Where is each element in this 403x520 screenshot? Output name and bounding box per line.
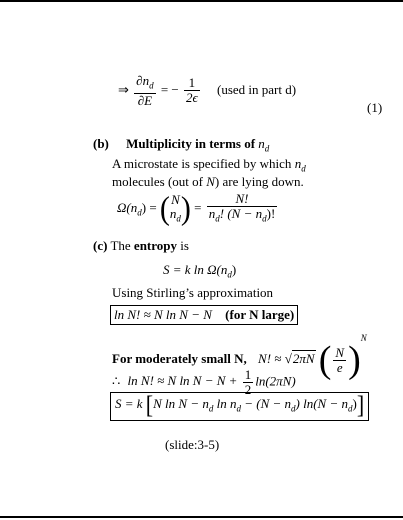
- factorial-fraction: $\frac{N!}{n_d! (N - n_d)!}$: [208, 191, 276, 224]
- one-half: $\frac{1}{2}$: [244, 367, 252, 397]
- section-c-label: (c): [93, 238, 108, 253]
- stirling-text: Using Stirling’s approximation: [112, 285, 274, 300]
- sqrt-term: √2πN: [284, 351, 315, 366]
- final-entropy-box: S = k [N $\ln N - n_d$ $\ln n_d - (N - n_d) \ln(N - n_d)$]: [110, 392, 369, 421]
- partial-fraction: $\frac{\partial n_d}{\partial E}$: [136, 73, 154, 108]
- equals-minus: = −: [160, 81, 179, 97]
- n-over-e: $\frac{N}{e}$: [335, 344, 345, 375]
- slide-number: (slide:3-5): [165, 437, 220, 452]
- binomial: N $n_d$: [169, 191, 181, 224]
- stirling-box: ln N! ≈ N ln N − N (for N large): [110, 305, 298, 325]
- equation-1: [118, 74, 296, 108]
- section-b-title: Multiplicity in terms of: [126, 136, 256, 151]
- entropy-equation: S = k $\ln \Omega(n_d)$: [163, 262, 237, 280]
- equation-number: (1): [367, 100, 383, 115]
- multiplicity-equation: $\Omega(n_d)$ = ( N $n_d$ ) = $\frac{N!}{n_d! (N - n_d)!}$: [117, 190, 276, 227]
- implies-arrow: ⇒: [118, 81, 129, 97]
- log-approximation: ∴ ln N! ≈ N ln N − N + $\frac{1}{2}$ ln(2πN): [112, 367, 296, 397]
- moderate-formula: For moderately small N, N! ≈ √2πN ( $\frac{N}{e}$ )$^N$: [112, 333, 367, 382]
- section-c-heading: (c) The entropy is: [93, 238, 189, 253]
- one-over-two-eps: $\frac{1}{2\epsilon}$: [186, 75, 198, 106]
- bottom-rule: [0, 516, 403, 518]
- section-b-line1: A microstate is specified by which $n_d$: [112, 156, 306, 174]
- equation-note: (used in part d): [217, 81, 297, 97]
- section-b-heading: (b) Multiplicity in terms of $n_d$: [93, 136, 270, 154]
- top-rule: [0, 0, 403, 2]
- section-b-line2: molecules (out of N) are lying down.: [112, 174, 304, 189]
- section-b-label: (b): [93, 136, 109, 151]
